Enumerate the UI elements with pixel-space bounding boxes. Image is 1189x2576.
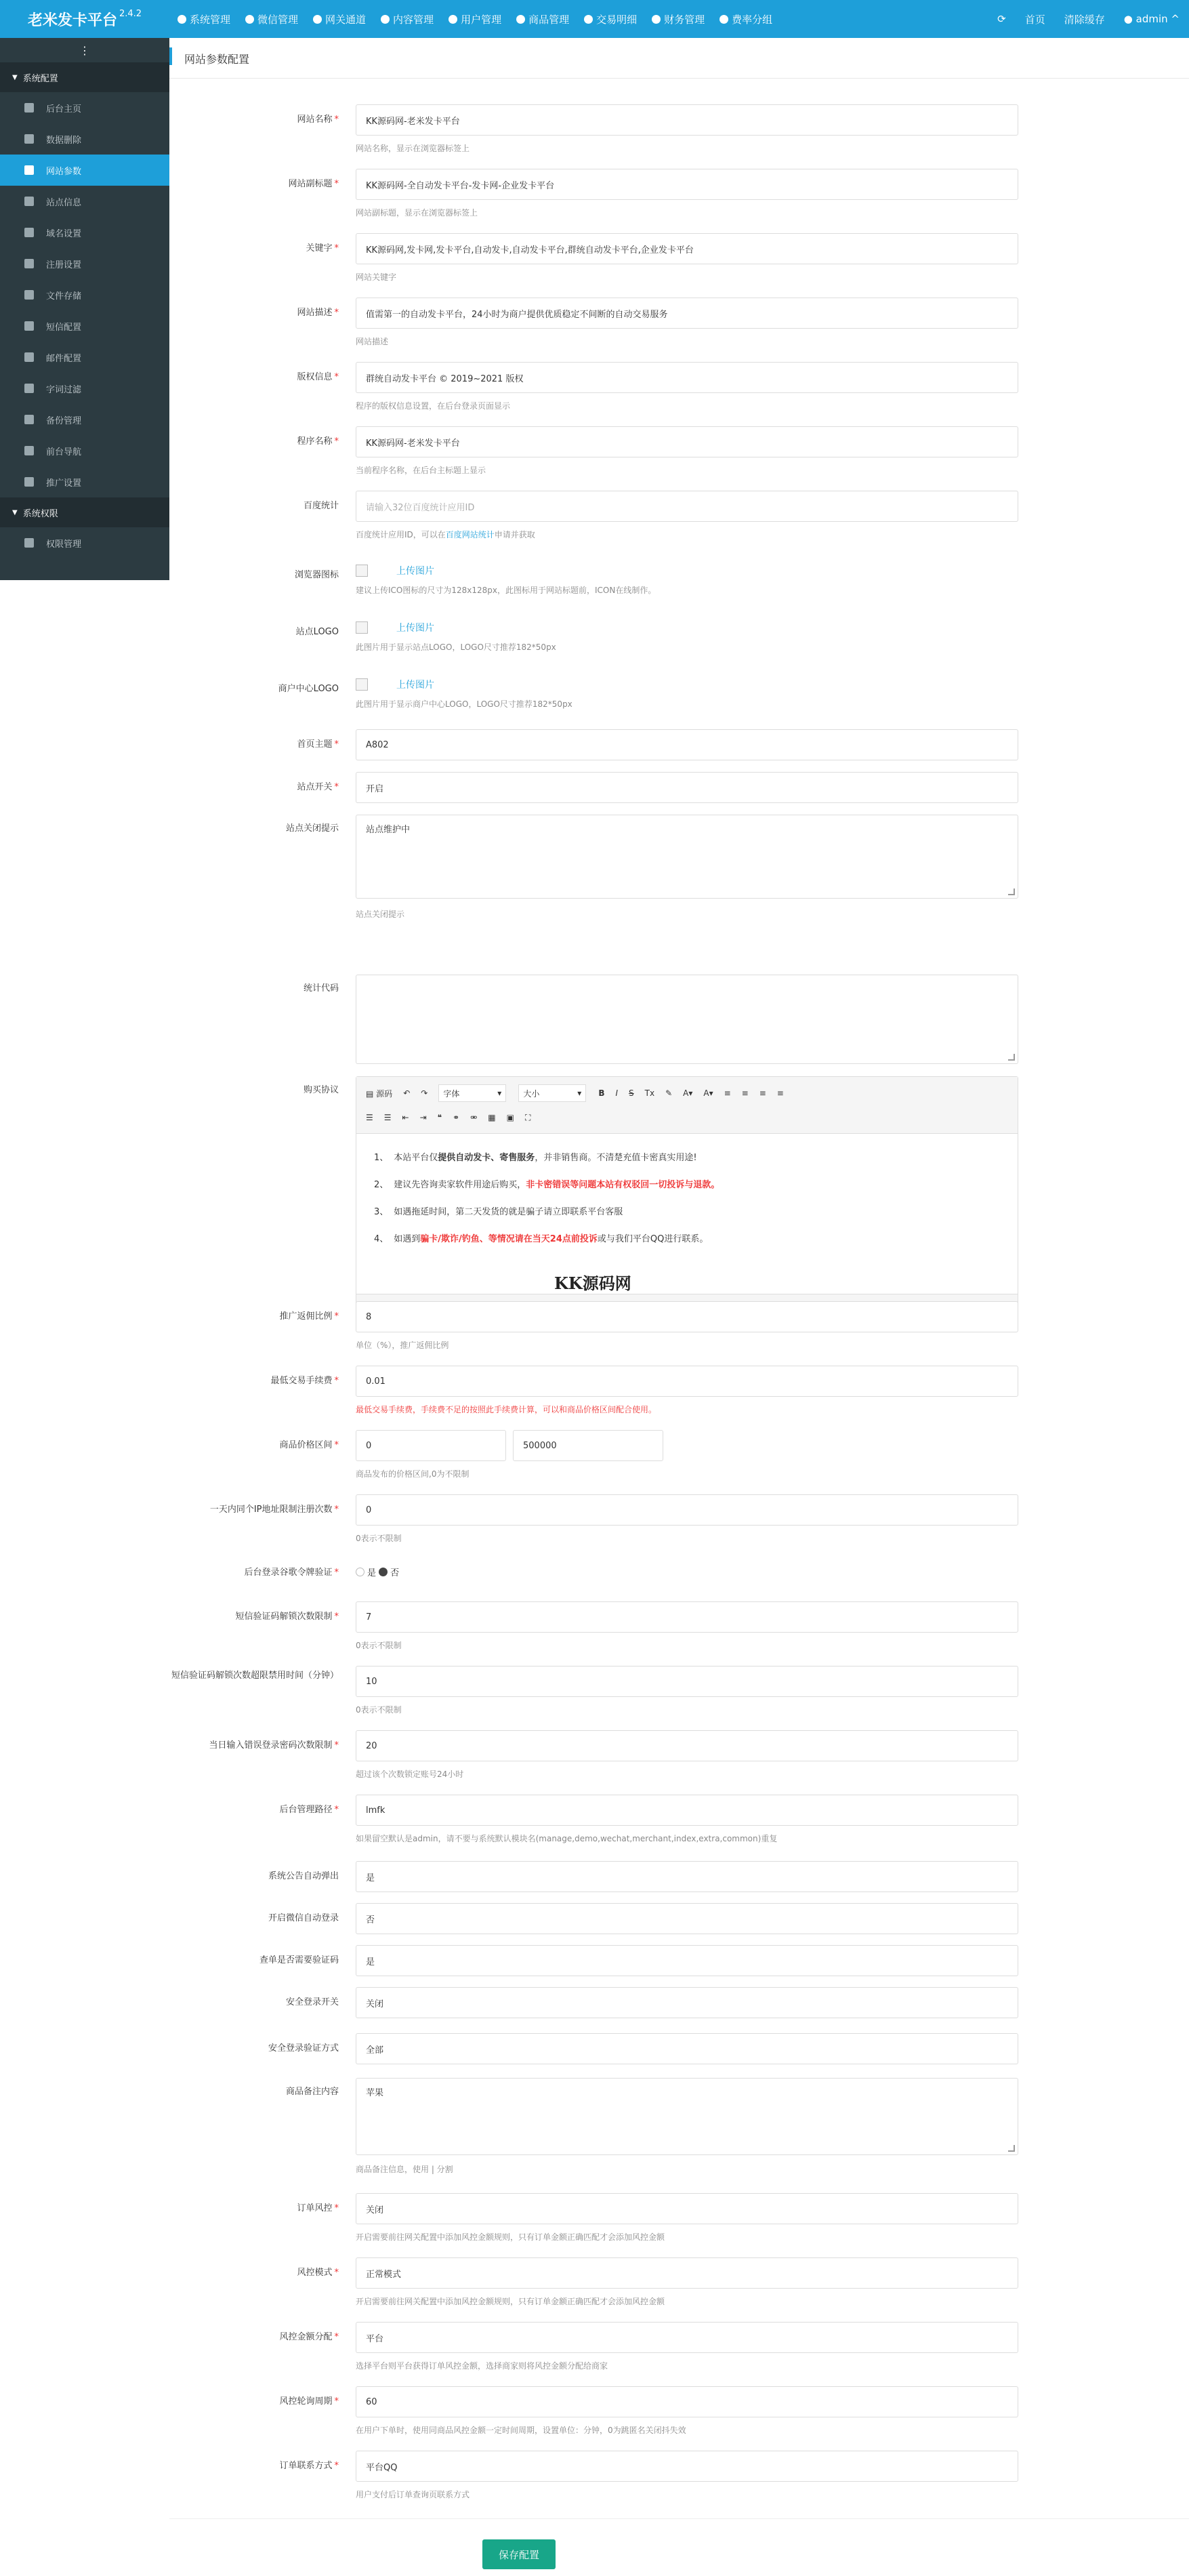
sidebar-item-filter[interactable] [0,373,169,404]
topnav-label: 网关通道 [325,13,367,26]
topnav-finance[interactable] [652,12,705,26]
header-accent [169,47,172,65]
radio-label: 是 [367,1568,377,1578]
field-help: 开启需要前往网关配置中添加风控金额规则，只有订单金额正确匹配才会添加风控金额 [356,2232,665,2242]
safe-login-select[interactable]: 关闭 [356,1987,1018,2018]
field-label: 安全登录验证方式 [268,2043,339,2053]
top-right [988,0,1189,38]
unlink-button[interactable]: ⚮ [470,1113,478,1122]
editor-content[interactable] [356,1134,1018,1264]
field-label: 购买协议 [303,1085,339,1095]
editor-toolbar-row [366,1081,1008,1105]
radio-label: 否 [390,1568,400,1578]
merchant-logo-upload[interactable] [356,678,434,691]
risk-cycle-input[interactable]: 60 [356,2386,1018,2417]
align-center-button[interactable]: ≡ [741,1088,749,1098]
field-help: 建议上传ICO图标的尺寸为128x128px，此图标用于网站标题前，ICON在线制作。 [356,586,656,595]
field-label: 风控轮询周期 * [279,2396,339,2407]
source-button[interactable] [366,1088,392,1099]
sidebar-group-label: 系统权限 [22,508,58,519]
sidebar-item-label: 邮件配置 [46,353,82,364]
agreement-line: 3、 如遇拖延时间，第二天发货的就是骗子请立即联系平台客服 [374,1207,623,1217]
gear-icon [24,259,34,268]
field-label: 订单风控 * [297,2203,339,2213]
field-label: 网站描述 * [297,308,339,318]
sidebar-item-label: 字词过滤 [46,384,82,395]
field-label: 商品价格区间 * [279,1440,339,1450]
main-content-lower [169,1301,1189,2576]
paint-format-button[interactable]: ✎ [665,1088,673,1098]
link-button[interactable]: ⚭ [453,1113,460,1122]
page-title: 网站参数配置 [184,53,250,66]
field-help: 商品备注信息，使用 | 分割 [356,2165,453,2174]
sidebar-group-label: 系统配置 [22,73,58,84]
caret-down-icon: ▼ [12,508,18,516]
sidebar-item-data-delete[interactable] [0,123,169,155]
pwd-error-input[interactable]: 20 [356,1730,1018,1761]
user-icon: ● [1123,13,1133,25]
sidebar-toggle[interactable]: ⋮ [0,38,169,62]
user-name: admin [1135,13,1168,25]
topnav-label: 系统管理 [190,13,231,26]
topnav-goods[interactable] [516,12,569,26]
page-header [169,38,1189,79]
field-help: 此图片用于显示商户中心LOGO，LOGO尺寸推荐182*50px [356,699,572,709]
risk-mode-select[interactable]: 正常模式 [356,2257,1018,2289]
reg-limit-input[interactable]: 0 [356,1494,1018,1526]
topnav-label: 内容管理 [393,13,434,26]
order-contact-select[interactable]: 平台QQ [356,2451,1018,2482]
envelope-icon [24,321,34,331]
field-help: 网站关键字 [356,272,397,282]
site-name-input[interactable]: KK源码网-老米发卡平台 [356,104,1018,136]
field-label: 站点关闭提示 [285,823,339,834]
caret-down-icon: ▼ [12,73,18,81]
notice-popup-select[interactable]: 是 [356,1861,1018,1892]
field-label: 统计代码 [303,983,339,994]
field-label: 安全登录开关 [285,1997,339,2007]
channel-icon [313,15,322,24]
refresh-icon [24,134,34,144]
site-logo-upload[interactable] [356,621,434,634]
sidebar-group-system-config[interactable] [0,62,169,92]
favicon-upload[interactable] [356,564,434,577]
field-help: 最低交易手续费，手续费不足的按照此手续费计算，可以和商品价格区间配合使用。 [356,1405,657,1414]
upload-label: 上传图片 [396,623,434,634]
field-label: 短信验证码解锁次数限制 * [235,1612,339,1622]
topnav-system[interactable] [178,12,230,26]
sidebar-item-permission[interactable] [0,527,169,558]
resize-handle[interactable] [1008,888,1015,895]
bullet-list-button[interactable]: ☰ [383,1113,392,1122]
source-label: 源码 [376,1088,393,1099]
topnav-label: 商品管理 [528,13,570,26]
agreement-line: 2、 建议先咨询卖家软件用途后购买， 非卡密错误等问题本站有权驳回一切投诉与退款。 [374,1180,720,1190]
sidebar-item-label: 备份管理 [46,415,82,426]
app-brand[interactable] [0,0,169,38]
sidebar-item-label: 站点信息 [46,197,82,208]
field-label: 商户中心LOGO [278,684,339,694]
sidebar [0,38,169,580]
topnav-wechat[interactable] [245,12,298,26]
home-link[interactable]: 首页 [1024,13,1045,26]
field-label: 短信验证码解锁次数超限禁用时间（分钟） [171,1671,339,1681]
chart-icon [584,15,593,24]
field-label: 风控模式 * [297,2268,339,2278]
topnav-rate[interactable] [719,12,772,26]
field-label: 一天内同个IP地址限制注册次数 * [209,1505,339,1515]
sms-limit-input[interactable]: 7 [356,1601,1018,1633]
justify-button[interactable]: ≡ [776,1088,784,1098]
theme-select[interactable]: A802 [356,729,1018,760]
radio-no[interactable] [379,1568,388,1576]
sidebar-item-front-nav[interactable] [0,435,169,466]
field-help: 0表示不限制 [356,1705,402,1715]
risk-alloc-select[interactable]: 平台 [356,2322,1018,2353]
goods-remark-textarea[interactable] [356,2078,1018,2155]
sidebar-item-site-info[interactable] [0,186,169,217]
user-icon [24,538,34,548]
upload-label: 上传图片 [396,680,434,691]
app-name-input[interactable]: KK源码网-老米发卡平台 [356,426,1018,457]
field-label: 站点LOGO [295,627,339,637]
field-label: 程序名称 * [297,436,339,447]
field-label: 关键字 * [306,243,339,253]
field-label: 网站副标题 * [288,179,339,189]
field-label: 网站名称 * [297,115,339,125]
align-left-button[interactable]: ≡ [724,1088,731,1098]
font-select[interactable] [438,1084,506,1102]
outdent-button[interactable]: ⇤ [402,1113,409,1122]
field-help: 当前程序名称，在后台主标题上显示 [356,466,486,475]
topnav-label: 用户管理 [461,13,502,26]
bullhorn-icon [24,477,34,487]
app-name: 老米发卡平台 [27,12,117,29]
agreement-line: 4、 如遇到 骗卡/欺诈/钓鱼、等情况请在当天24点前投诉 或与我们平台QQ进行联系。 [374,1234,709,1244]
size-select[interactable] [518,1084,586,1102]
order-risk-select[interactable]: 关闭 [356,2193,1018,2224]
textarea-value: 站点维护中 [366,825,411,835]
field-label: 最低交易手续费 * [270,1376,339,1386]
resize-handle[interactable] [1008,2145,1015,2152]
field-label: 当日输入错误登录密码次数限制 * [209,1740,339,1751]
editor-toolbar [356,1077,1018,1134]
field-help: 选择平台则平台获得订单风控金额，选择商家则将风控金额分配给商家 [356,2361,608,2371]
users-icon [449,15,457,24]
clear-format-button[interactable]: Tx [644,1088,655,1098]
image-button[interactable]: ▣ [506,1113,514,1122]
field-label: 版权信息 * [297,372,339,382]
spread-ratio-input[interactable]: 8 [356,1301,1018,1332]
image-placeholder-icon [356,565,368,577]
quote-button[interactable]: ❝ [437,1113,442,1122]
redo-button[interactable]: ↷ [421,1088,428,1098]
italic-button[interactable]: I [615,1088,619,1098]
sidebar-item-label: 数据删除 [46,135,82,146]
agreement-editor[interactable] [356,1076,1018,1313]
source-icon: ▤ [366,1088,374,1099]
align-right-button[interactable]: ≡ [759,1088,766,1098]
sidebar-item-label: 前台导航 [46,447,82,457]
topnav-label: 交易明细 [596,13,638,26]
admin-path-input[interactable]: lmfk [356,1795,1018,1826]
min-fee-input[interactable]: 0.01 [356,1366,1018,1397]
field-help: 如果留空默认是admin，请不要与系统默认模块名(manage,demo,wechat,merchant,index,extra,common)重复 [356,1834,778,1843]
field-help: 0表示不限制 [356,1641,402,1650]
stat-code-textarea[interactable] [356,975,1018,1064]
rate-icon [719,15,728,24]
table-button[interactable]: ▦ [488,1113,496,1122]
at-icon [24,228,34,237]
chevron-down-icon: ▾ [497,1088,502,1098]
baidu-input[interactable]: 请输入32位百度统计应用ID [356,491,1018,522]
info-icon [24,197,34,206]
chevron-up-icon: ^ [1171,13,1180,25]
field-label: 推广返佣比例 * [279,1311,339,1322]
field-help: 0表示不限制 [356,1534,402,1543]
text-color-button[interactable]: A▾ [683,1088,693,1098]
login-captcha-radios [356,1566,399,1578]
site-switch-select[interactable]: 开启 [356,772,1018,803]
font-select-label: 字体 [443,1088,460,1099]
image-placeholder-icon [356,678,368,691]
field-label: 浏览器图标 [294,570,339,580]
price-max-input[interactable]: 500000 [513,1430,663,1461]
indent-button[interactable]: ⇥ [419,1113,427,1122]
topnav-users[interactable] [449,12,501,26]
field-help: 网站描述 [356,337,389,346]
storage-icon [24,290,34,300]
field-help: 开启需要前往网关配置中添加风控金额规则，只有订单金额正确匹配才会添加风控金额 [356,2297,665,2306]
menu-icon [24,446,34,455]
field-help: 网站名称，显示在浏览器标签上 [356,144,470,153]
database-icon [24,415,34,424]
shop-icon [516,15,525,24]
ordered-list-button[interactable]: ☰ [366,1113,373,1122]
price-min-input[interactable]: 0 [356,1430,506,1461]
content-icon [381,15,390,24]
size-select-label: 大小 [523,1088,540,1099]
image-placeholder-icon [356,621,368,634]
top-nav [178,0,787,38]
agreement-line: 1、 本站平台仅 提供自动发卡、寄售服务 ，并非销售商。不清楚充值卡密真实用途! [374,1153,697,1163]
apple-icon [24,165,34,175]
watermark: KK源码网 [554,1273,631,1293]
topnav-gateway[interactable] [313,12,366,26]
field-help: 用户支付后订单查询页联系方式 [356,2490,470,2499]
sidebar-item-backup[interactable] [0,404,169,435]
top-bar [0,0,1189,38]
field-help: 百度统计应用ID，可以在百度网站统计申请并获取 [356,530,535,539]
field-help: 商品发布的价格区间,0为不限制 [356,1469,470,1479]
field-label: 查单是否需要验证码 [259,1955,339,1965]
sidebar-item-label: 后台主页 [46,104,82,115]
copyright-input[interactable]: 群统自动发卡平台 © 2019~2021 版权 [356,362,1018,393]
dashboard-icon [24,103,34,113]
field-label: 站点开关 * [297,782,339,792]
filter-icon [24,384,34,393]
sidebar-item-label: 注册设置 [46,260,82,270]
field-label: 系统公告自动弹出 [268,1871,339,1881]
sidebar-group-permissions[interactable] [0,497,169,527]
field-help: 在用户下单时，使用同商品风控金额一定时间周期，设置单位：分钟，0为跳匿名关闭抖失效 [356,2426,686,2435]
sidebar-item-mail[interactable] [0,342,169,373]
finance-icon [652,15,661,24]
topnav-label: 微信管理 [257,13,299,26]
field-label: 首页主题 * [297,739,339,750]
save-button[interactable]: 保存配置 [482,2539,556,2569]
wechat-autologin-select[interactable]: 否 [356,1903,1018,1934]
bg-color-button[interactable]: A▾ [703,1088,713,1098]
field-help: 程序的版权信息设置，在后台登录页面显示 [356,401,511,411]
clear-cache-link[interactable]: 清除缓存 [1064,13,1105,26]
textarea-value: 苹果 [366,2088,384,2098]
topnav-label: 费率分组 [732,13,773,26]
field-help: 超过该个次数锁定账号24小时 [356,1770,464,1779]
safe-login-mode-select[interactable]: 全部 [356,2033,1018,2064]
baidu-stat-link[interactable]: 百度网站统计 [445,530,495,539]
site-subtitle-input[interactable]: KK源码网-全自动发卡平台-发卡网-企业发卡平台 [356,169,1018,200]
close-tip-textarea[interactable] [356,815,1018,899]
refresh-button[interactable] [997,13,1006,25]
field-help: 单位（%），推广返佣比例 [356,1341,449,1350]
editor-toolbar-row [366,1105,1008,1130]
sidebar-item-label: 网站参数 [46,166,82,177]
user-menu[interactable] [1124,13,1180,25]
resize-handle[interactable] [1008,1054,1015,1061]
gear-icon [178,15,186,24]
topnav-content[interactable] [381,12,434,26]
radio-yes[interactable] [356,1568,364,1576]
sidebar-item-sms[interactable] [0,310,169,342]
sidebar-item-site-params[interactable] [0,155,169,186]
chevron-down-icon: ▾ [577,1088,582,1098]
field-label: 后台登录谷歌令牌验证 * [244,1568,339,1578]
sms-lock-input[interactable]: 10 [356,1666,1018,1697]
app-version: 2.4.2 [119,8,142,19]
field-help: 站点关闭提示 [356,909,405,919]
sidebar-item-spread[interactable] [0,466,169,497]
field-label: 百度统计 [303,501,339,511]
strike-button[interactable]: S [629,1088,634,1098]
sidebar-item-label: 权限管理 [46,539,82,550]
form-divider [169,2518,1189,2519]
wechat-icon [245,15,254,24]
sidebar-item-register[interactable] [0,248,169,279]
field-label: 后台管理路径 * [279,1805,339,1815]
description-input[interactable]: 值需第一的自动发卡平台，24小时为商户提供优质稳定不间断的自动交易服务 [356,298,1018,329]
sidebar-item-domain[interactable] [0,217,169,248]
field-label: 订单联系方式 * [279,2461,339,2471]
topnav-label: 财务管理 [664,13,705,26]
sidebar-item-storage[interactable] [0,279,169,310]
field-label: 商品备注内容 [285,2087,339,2097]
keywords-input[interactable]: KK源码网,发卡网,发卡平台,自动发卡,自动发卡平台,群统自动发卡平台,企业发卡平台 [356,233,1018,264]
sidebar-item-label: 文件存储 [46,291,82,302]
field-help: 网站副标题，显示在浏览器标签上 [356,208,478,218]
topnav-trade[interactable] [584,12,637,26]
sidebar-item-label: 短信配置 [46,322,82,333]
sidebar-item-dashboard[interactable] [0,92,169,123]
sidebar-item-label: 推广设置 [46,478,82,489]
field-label: 风控金额分配 * [279,2332,339,2342]
refresh-icon: ⟳ [997,13,1006,25]
sidebar-item-label: 域名设置 [46,228,82,239]
field-label: 开启微信自动登录 [268,1913,339,1923]
order-captcha-select[interactable]: 是 [356,1945,1018,1976]
fullscreen-button[interactable]: ⛶ [524,1112,531,1122]
field-help: 此图片用于显示站点LOGO，LOGO尺寸推荐182*50px [356,642,556,652]
upload-label: 上传图片 [396,566,434,577]
undo-button[interactable]: ↶ [403,1088,411,1098]
bold-button[interactable]: B [598,1088,605,1098]
envelope-icon [24,352,34,362]
